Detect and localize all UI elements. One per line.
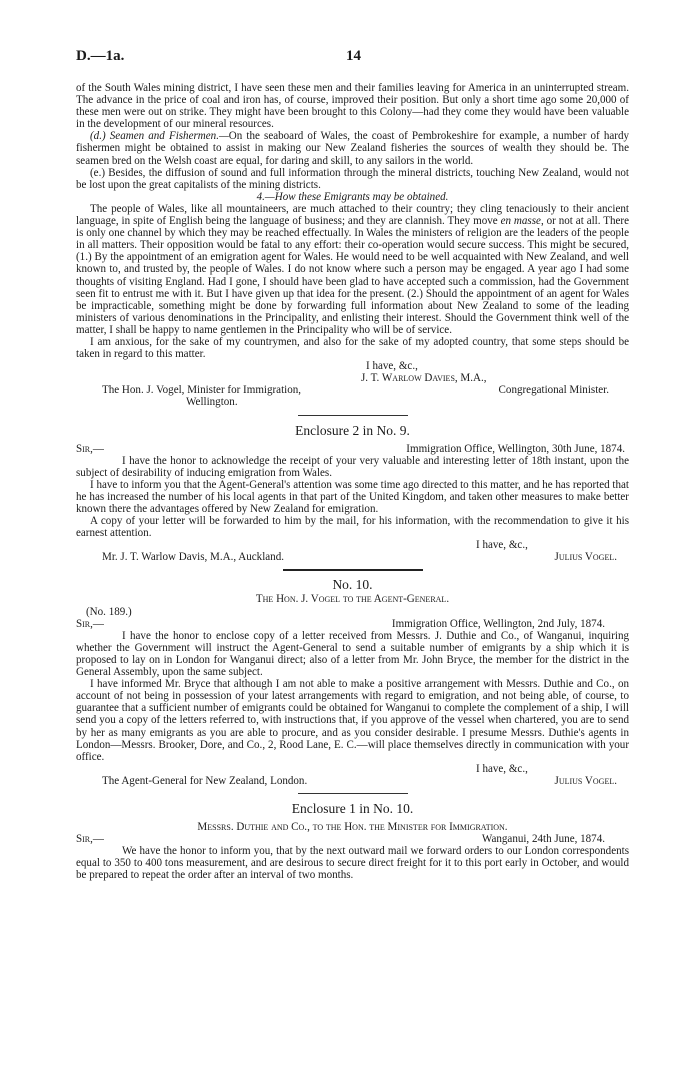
paragraph-label: (d.) Seamen and Fishermen.—: [90, 130, 229, 143]
addressee: The Agent-General for New Zealand, London. Julius Vogel.: [76, 775, 629, 787]
paragraph: (e.) Besides, the diffusion of sound and full information through the mineral districts, touching New Zealand, would not be lost upon the great capitalists of the mining districts.: [76, 166, 629, 191]
paragraph: The people of Wales, like all mountaineers, are much attached to their country; they cling tenaciously to their ancient language, in spite of English being the language of business; and they are clannish. They move en masse, or not at all. There is only one channel by which they may be reached effectually. In Wales the ministers of religion are the leaders of the people in all matters. Their opposition would be fatal to any effort: their co-operation would secure success. This might be secured, (1.) By the appointment of an emigration agent for Wales. He would need to be well acquainted with New Zealand, and well known to, and trusted by, the people of Wales. I do not know where such a person may be engaged. A year ago I had some thoughts of visiting England. Had I gone, I should have been glad to have accepted such a commission, had the Government seen fit to entrust me with it. But I have given up that idea for the present. (2.) Should the appointment of an agent for Wales be impracticable, something might be done by forwarding full information about New Zealand to some of the leading ministers of various denominations in the Principality, and enlisting their interest. Should the Government think well of the matter, I shall be happy to name gentlemen in the Principality who will be of service.: [76, 202, 629, 336]
page-number: 14: [346, 48, 361, 64]
document-subtitle: The Hon. J. Vogel to the Agent-General.: [255, 593, 450, 606]
letter-header: Sir,— Immigration Office, Wellington, 30th June, 1874.: [76, 442, 625, 455]
closing: I have, &c.,: [476, 539, 528, 552]
signature: Julius Vogel.: [554, 551, 617, 564]
signature: Julius Vogel.: [554, 774, 617, 787]
divider: [298, 793, 408, 794]
paragraph: of the South Wales mining district, I have seen these men and their families leaving for America in an uninterrupted stream. The advance in the price of coal and iron has, of course, improved their position. But only a short time ago some 20,000 of these men were out on strike. They might have been brought to this Colony—had they come they would have been valuable in the development of our mineral resources.: [76, 82, 629, 131]
paragraph: I have the honor to enclose copy of a letter received from Messrs. J. Duthie and Co., of Wanganui, inquiring whether the Government will instruct the Agent-General to send a suitable number of emigrants by a ship which it is proposed to lay on in London for Wanganui direct; also of a letter from Mr. John Bryce, the member for the district in the General Assembly, upon the same subject.: [76, 629, 629, 679]
document-body: [76, 82, 629, 881]
document-code: D.—1a.: [76, 48, 125, 64]
document-title: No. 10.: [332, 577, 373, 593]
enclosure-title: Enclosure 1 in No. 10.: [291, 800, 414, 816]
addressee: Mr. J. T. Warlow Davis, M.A., Auckland. Julius Vogel.: [76, 551, 629, 563]
paragraph: (d.) Seamen and Fishermen.—On the seaboard of Wales, the coast of Pembrokeshire for example, a number of hardy fishermen might be obtained to assist in making our New Zealand fisheries the sources of wealth they should be. The seamen bred on the Welsh coast are equal, for daring and skill, to any sailors in the world.: [76, 130, 629, 167]
page-header: [76, 48, 629, 66]
paragraph: A copy of your letter will be forwarded to him by the mail, for his information, with the recommendation to give it his earnest attention.: [76, 515, 629, 540]
paragraph: I have informed Mr. Bryce that although I am not able to make a positive arrangement with Messrs. Duthie and Co., on account of not being in possession of your latest arrangements with regard to emigration, and not being able, of course, to guarantee that a sufficient number of emigrants could be obtained for Wanganui to complete the complement of a ship, I will send you a copy of the letters referred to, with instructions that, if you approve of the vessel when chartered, you are to send by her as many emigrants as you are able to procure, and as you consider desirable. I presume Messrs. Duthie's agents in London—Messrs. Brooker, Dore, and Co., 2, Rood Lane, E. C.—will place themselves directly in communication with your office.: [76, 678, 629, 763]
paragraph: I am anxious, for the sake of my countrymen, and also for the sake of my adopted country, that some steps should be taken in regard to this matter.: [76, 335, 629, 361]
closing: I have, &c.,: [366, 360, 418, 373]
paragraph: I have the honor to acknowledge the receipt of your very valuable and interesting letter of 18th instant, upon the subject of desirability of inducing emigration from Wales.: [76, 454, 629, 479]
enclosure-title: Enclosure 2 in No. 9.: [295, 422, 410, 438]
addressee-city: Wellington.: [186, 396, 238, 409]
paragraph: I have to inform you that the Agent-General's attention was some time ago directed to this matter, and he has reported that he has increased the number of his local agents in that part of the United Kingdom, and taken other measures to make better known there the advantages offered by New Zealand for emigration.: [76, 478, 629, 515]
divider: [283, 569, 423, 571]
reference-number: (No. 189.): [86, 605, 132, 618]
paragraph: We have the honor to inform you, that by the next outward mail we forward orders to our London correspondents equal to 350 to 400 tons measurement, and are desirous to secure direct freight for it to this port early in October, and would be prepared to repeat the order after an interval of two months.: [76, 845, 629, 882]
letter-header: Sir,— Immigration Office, Wellington, 2nd July, 1874.: [76, 617, 605, 630]
letter-header: Sir,— Wanganui, 24th June, 1874.: [76, 833, 605, 846]
enclosure-subtitle: Messrs. Duthie and Co., to the Hon. the Minister for Immigration.: [197, 820, 508, 833]
divider: [298, 415, 408, 416]
signature: J. T. Warlow Davies, M.A.,: [361, 372, 487, 385]
section-heading: 4.—How these Emigrants may be obtained.: [256, 190, 449, 203]
addressee: The Hon. J. Vogel, Minister for Immigration, Congregational Minister.: [102, 384, 609, 397]
closing: I have, &c.,: [476, 762, 528, 775]
